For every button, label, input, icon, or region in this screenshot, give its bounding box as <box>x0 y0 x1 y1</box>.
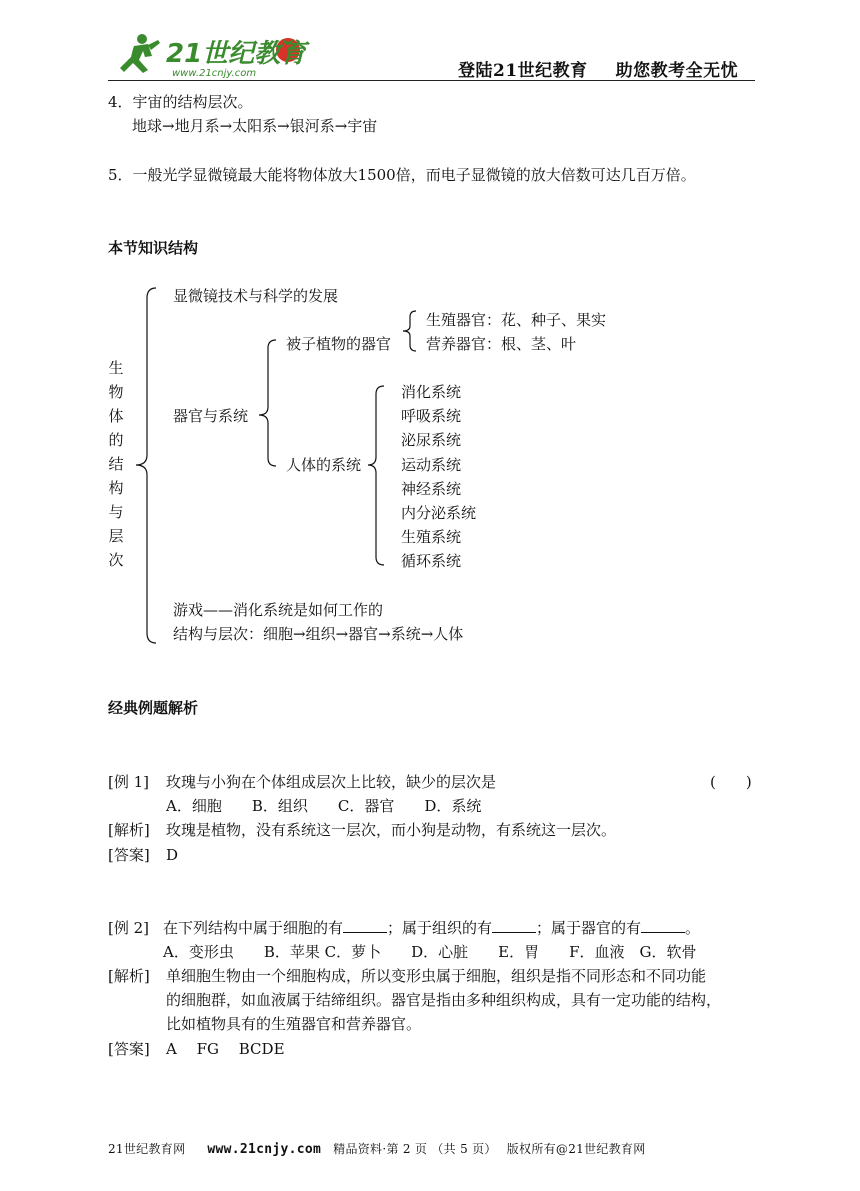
ex2-q-part4: 。 <box>685 919 701 937</box>
reproductive-organs: 生殖器官：花、种子、果实 <box>426 311 607 329</box>
structure-heading: 本节知识结构 <box>108 239 199 257</box>
system-item: 运动系统 <box>401 456 462 474</box>
logo-text: 21世纪教育 <box>166 39 307 69</box>
examples-heading: 经典例题解析 <box>108 699 199 717</box>
plant-organs: 被子植物的器官 <box>286 335 392 353</box>
ex2-options: A．变形虫 B．苹果 C．萝卜 D．心脏 E．胃 F．血液 G．软骨 <box>163 943 697 961</box>
root-char: 结 <box>108 455 124 473</box>
organs-brace <box>259 340 276 466</box>
systems-brace <box>368 386 384 565</box>
root-char: 次 <box>108 551 124 569</box>
branch-hierarchy: 结构与层次：细胞→组织→器官→系统→人体 <box>173 625 464 643</box>
branch-organs-systems: 器官与系统 <box>173 407 249 425</box>
root-char: 物 <box>108 383 124 401</box>
ex2-analysis-line3: 比如植物具有的生殖器官和营养器官。 <box>166 1015 422 1033</box>
ex2-q-part1: 在下列结构中属于细胞的有 <box>163 919 344 937</box>
system-item: 呼吸系统 <box>401 407 462 425</box>
ex2-q-part3: ；属于器官的有 <box>536 919 642 937</box>
ex1-tag: [例 1] <box>108 773 150 791</box>
ex1-question: 玫瑰与小狗在个体组成层次上比较，缺少的层次是 <box>166 773 497 791</box>
ex1-analysis: 玫瑰是植物，没有系统这一层次，而小狗是动物，有系统这一层次。 <box>166 821 617 839</box>
item4-chain: 地球→地月系→太阳系→银河系→宇宙 <box>132 117 378 135</box>
slogan-right: 助您教考全无忧 <box>615 61 739 81</box>
root-char: 生 <box>108 359 124 377</box>
page-footer <box>108 1140 646 1157</box>
ex1-options: A．细胞 B．组织 C．器官 D．系统 <box>166 797 482 815</box>
ex2-blank-tissues <box>492 918 536 933</box>
root-char: 与 <box>108 503 124 521</box>
ex2-tag: [例 2] <box>108 919 150 937</box>
main-brace <box>136 288 156 643</box>
root-char: 层 <box>108 527 124 545</box>
human-systems: 人体的系统 <box>286 456 362 474</box>
header-rule <box>108 80 755 81</box>
footer-page-info: 精品资料·第 2 页 （共 5 页） <box>333 1142 497 1156</box>
ex2-question <box>163 918 700 938</box>
system-item: 神经系统 <box>401 480 462 498</box>
root-char: 构 <box>108 479 124 497</box>
header-slogan <box>458 56 738 81</box>
system-item: 生殖系统 <box>401 528 462 546</box>
footer-left: 21世纪教育网 <box>108 1142 186 1156</box>
system-item: 循环系统 <box>401 552 462 570</box>
ex1-answer: D <box>166 846 179 864</box>
root-char: 体 <box>108 407 124 425</box>
site-logo <box>112 30 312 80</box>
logo-url: www.21cnjy.com <box>172 68 257 79</box>
item5-text: 5．一般光学显微镜最大能将物体放大1500倍，而电子显微镜的放大倍数可达几百万倍。 <box>108 166 696 184</box>
branch-microscope: 显微镜技术与科学的发展 <box>173 287 339 305</box>
slogan-left: 登陆21世纪教育 <box>458 61 588 81</box>
branch-game: 游戏——消化系统是如何工作的 <box>173 601 384 619</box>
item4-title: 4．宇宙的结构层次。 <box>108 93 253 111</box>
footer-site-link[interactable]: www.21cnjy.com <box>207 1142 322 1157</box>
ex2-analysis-tag: [解析] <box>108 967 150 985</box>
ex2-answer: A FG BCDE <box>166 1040 285 1058</box>
footer-copyright: 版权所有@21世纪教育网 <box>506 1142 646 1156</box>
ex1-answer-tag: [答案] <box>108 846 150 864</box>
root-char: 的 <box>108 431 124 449</box>
ex2-blank-organs <box>641 918 685 933</box>
ex1-analysis-tag: [解析] <box>108 821 150 839</box>
plant-brace <box>403 311 416 351</box>
ex2-q-part2: ；属于组织的有 <box>387 919 493 937</box>
system-item: 消化系统 <box>401 383 462 401</box>
system-item: 内分泌系统 <box>401 504 477 522</box>
ex2-blank-cells <box>343 918 387 933</box>
vegetative-organs: 营养器官：根、茎、叶 <box>426 335 577 353</box>
system-item: 泌尿系统 <box>401 431 462 449</box>
ex1-answer-paren: ( ) <box>710 773 752 791</box>
ex2-analysis-line2: 的细胞群，如血液属于结缔组织。器官是指由多种组织构成，具有一定功能的结构， <box>166 991 722 1009</box>
ex2-analysis-line1: 单细胞生物由一个细胞构成，所以变形虫属于细胞，组织是指不同形态和不同功能 <box>166 967 707 985</box>
ex2-answer-tag: [答案] <box>108 1040 150 1058</box>
